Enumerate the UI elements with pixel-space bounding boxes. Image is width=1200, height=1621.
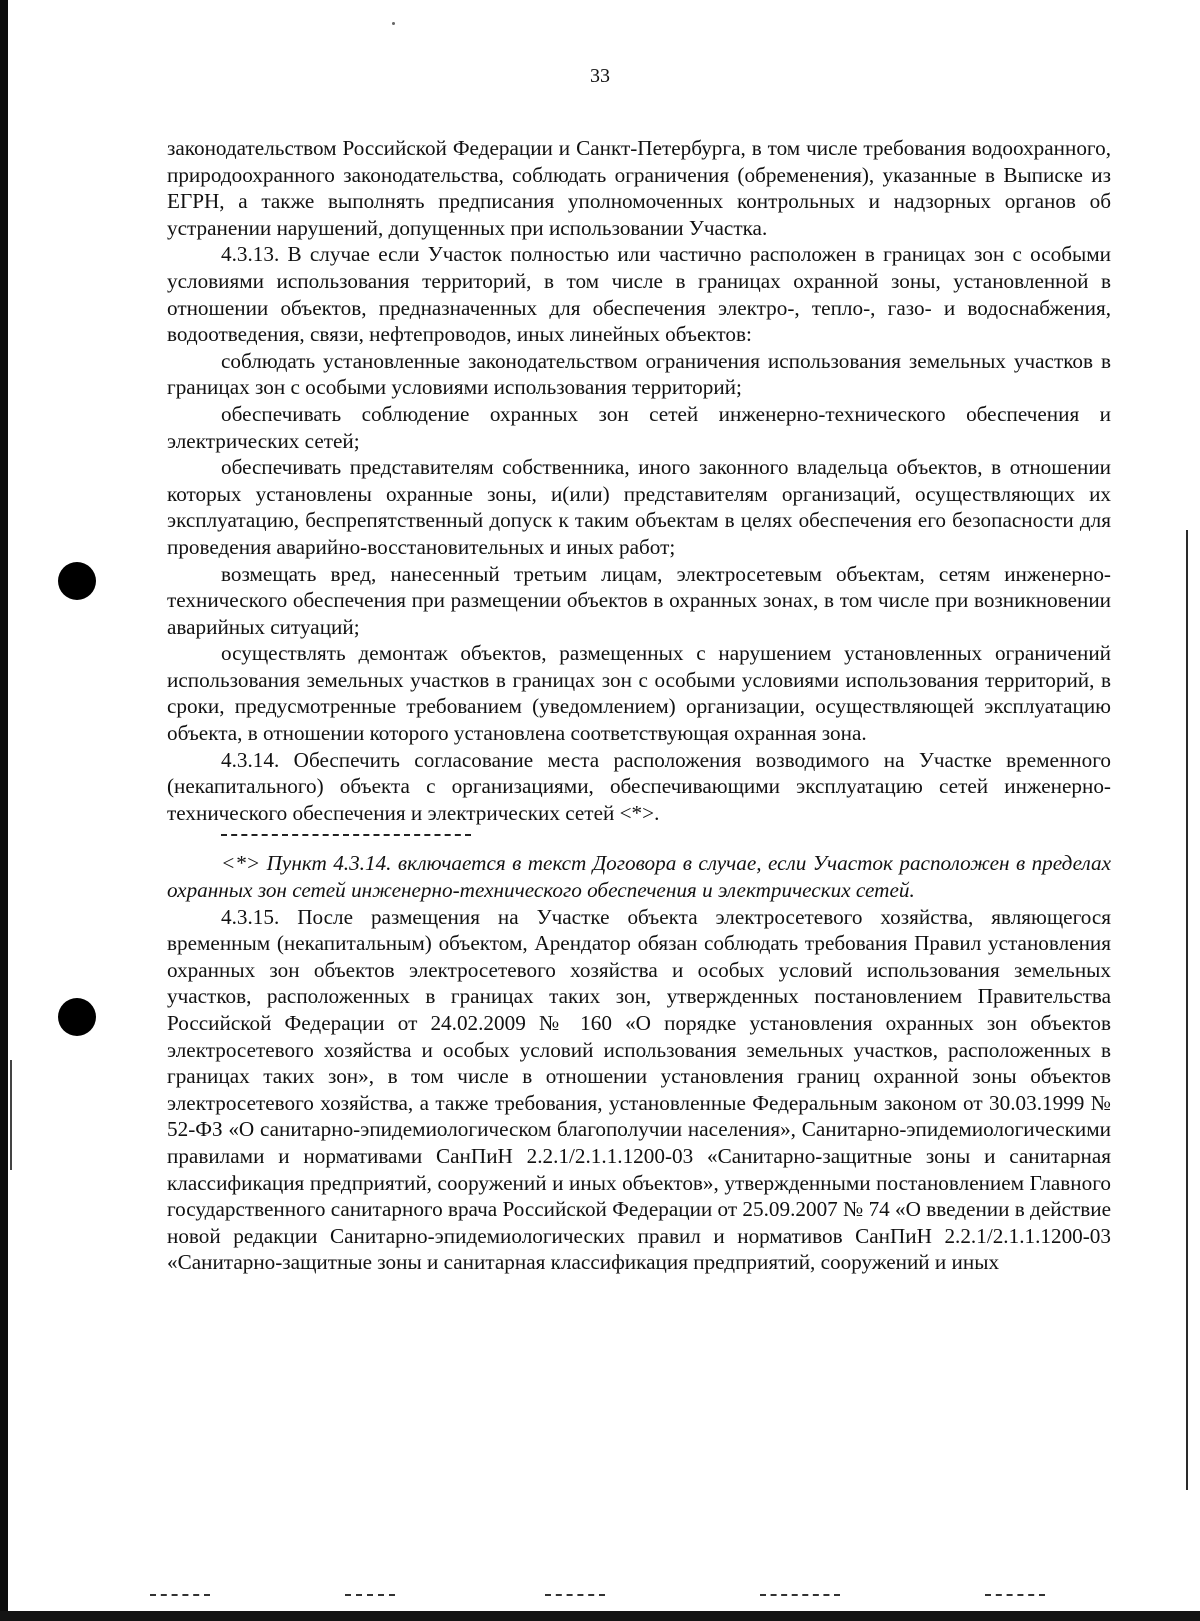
paragraph: 4.3.15. После размещения на Участке объекта электросетевого хозяйства, являющегося временным (некапитальным) объектом, Арендатор обязан соблюдать требования Правил установления охранных зон объектов электросетевого хозяйства и особых условий использования земельных участков, расположенных в границах таких зон, утвержденных постановлением Правительства Российской Федерации от 24.02.2009 № 160 «О порядке установления охранных зон объектов электросетевого хозяйства и особых условий использования земельных участков, расположенных в границах таких зон», в том числе в отношении установления границ охранной зоны объектов электросетевого хозяйства, а также требования, установленные Федеральным законом от 30.03.1999 № 52-ФЗ «О санитарно-эпидемиологическом благополучии населения», Санитарно-эпидемиологическими правилами и нормативами СанПиН 2.2.1/2.1.1.1200-03 «Санитарно-защитные зоны и санитарная классификация предприятий, сооружений и иных объектов», утвержденными постановлением Главного государственного санитарного врача Российской Федерации от 25.09.2007 № 74 «О введении в действие новой редакции Санитарно-эпидемиологических правил и нормативов СанПиН 2.2.1/2.1.1.1200-03 «Санитарно-защитные зоны и санитарная классификация предприятий, сооружений и иных [167, 904, 1111, 1275]
paragraph: обеспечивать соблюдение охранных зон сетей инженерно-технического обеспечения и электрических сетей; [167, 401, 1111, 453]
paragraph: 4.3.13. В случае если Участок полностью или частично расположен в границах зон с особыми условиями использования территорий, в том числе в границах охранной зоны, установленной в отношении объектов, предназначенных для обеспечения электро-, тепло-, газо- и водоснабжения, водоотведения, связи, нефтепроводов, иных линейных объектов: [167, 242, 1111, 347]
paragraph-group-after-footnote [167, 904, 1111, 1276]
scan-dash [760, 1594, 840, 1596]
paragraph: 4.3.14. Обеспечить согласование места расположения возводимого на Участке временного (некапитального) объекта с организациями, обеспечивающими эксплуатацию сетей инженерно-технического обеспечения и электрических сетей <*>. [167, 747, 1111, 825]
scan-edge-left [0, 0, 8, 1621]
scan-dash [545, 1594, 605, 1596]
scan-dash [985, 1594, 1045, 1596]
document-body [167, 135, 1111, 1276]
footnote: <*> Пункт 4.3.14. включается в текст Договора в случае, если Участок расположен в пределах охранных зон сетей инженерно-технического обеспечения и электрических сетей. [167, 851, 1111, 903]
page-number: 33 [590, 65, 610, 87]
scan-edge-bottom [0, 1611, 1200, 1621]
punch-hole-icon [58, 562, 96, 600]
punch-hole-icon [58, 998, 96, 1036]
paragraph: осуществлять демонтаж объектов, размещенных с нарушением установленных ограничений использования земельных участков в границах зон с особыми условиями использования территорий, в сроки, предусмотренные требованием (уведомлением) организации, осуществляющей эксплуатацию объекта, в отношении которого установлена соответствующая охранная зона. [167, 641, 1111, 746]
scan-mark-right [1186, 530, 1188, 1490]
scan-dash [345, 1594, 395, 1596]
footnote-separator [221, 834, 471, 836]
paragraph-group [167, 135, 1111, 826]
paragraph: соблюдать установленные законодательством ограничения использования земельных участков в границах зон с особыми условиями использования территорий; [167, 348, 1111, 400]
paragraph: возмещать вред, нанесенный третьим лицам, электросетевым объектам, сетям инженерно-технического обеспечения при размещении объектов в охранных зонах, в том числе при возникновении аварийных ситуаций; [167, 561, 1111, 639]
scan-dash [150, 1594, 210, 1596]
paragraph: обеспечивать представителям собственника, иного законного владельца объектов, в отношении которых установлены охранные зоны, и(или) представителям организаций, осуществляющих их эксплуатацию, беспрепятственный допуск к таким объектам в целях обеспечения его безопасности для проведения аварийно-восстановительных и иных работ; [167, 455, 1111, 559]
scan-dot [392, 22, 395, 25]
paragraph: законодательством Российской Федерации и Санкт-Петербурга, в том числе требования водоохранного, природоохранного законодательства, соблюдать ограничения (обременения), указанные в Выписке из ЕГРН, а также выполнять предписания уполномоченных контрольных и надзорных органов об устранении нарушений, допущенных при использовании Участка. [167, 136, 1111, 240]
scan-mark-left [10, 1060, 12, 1170]
